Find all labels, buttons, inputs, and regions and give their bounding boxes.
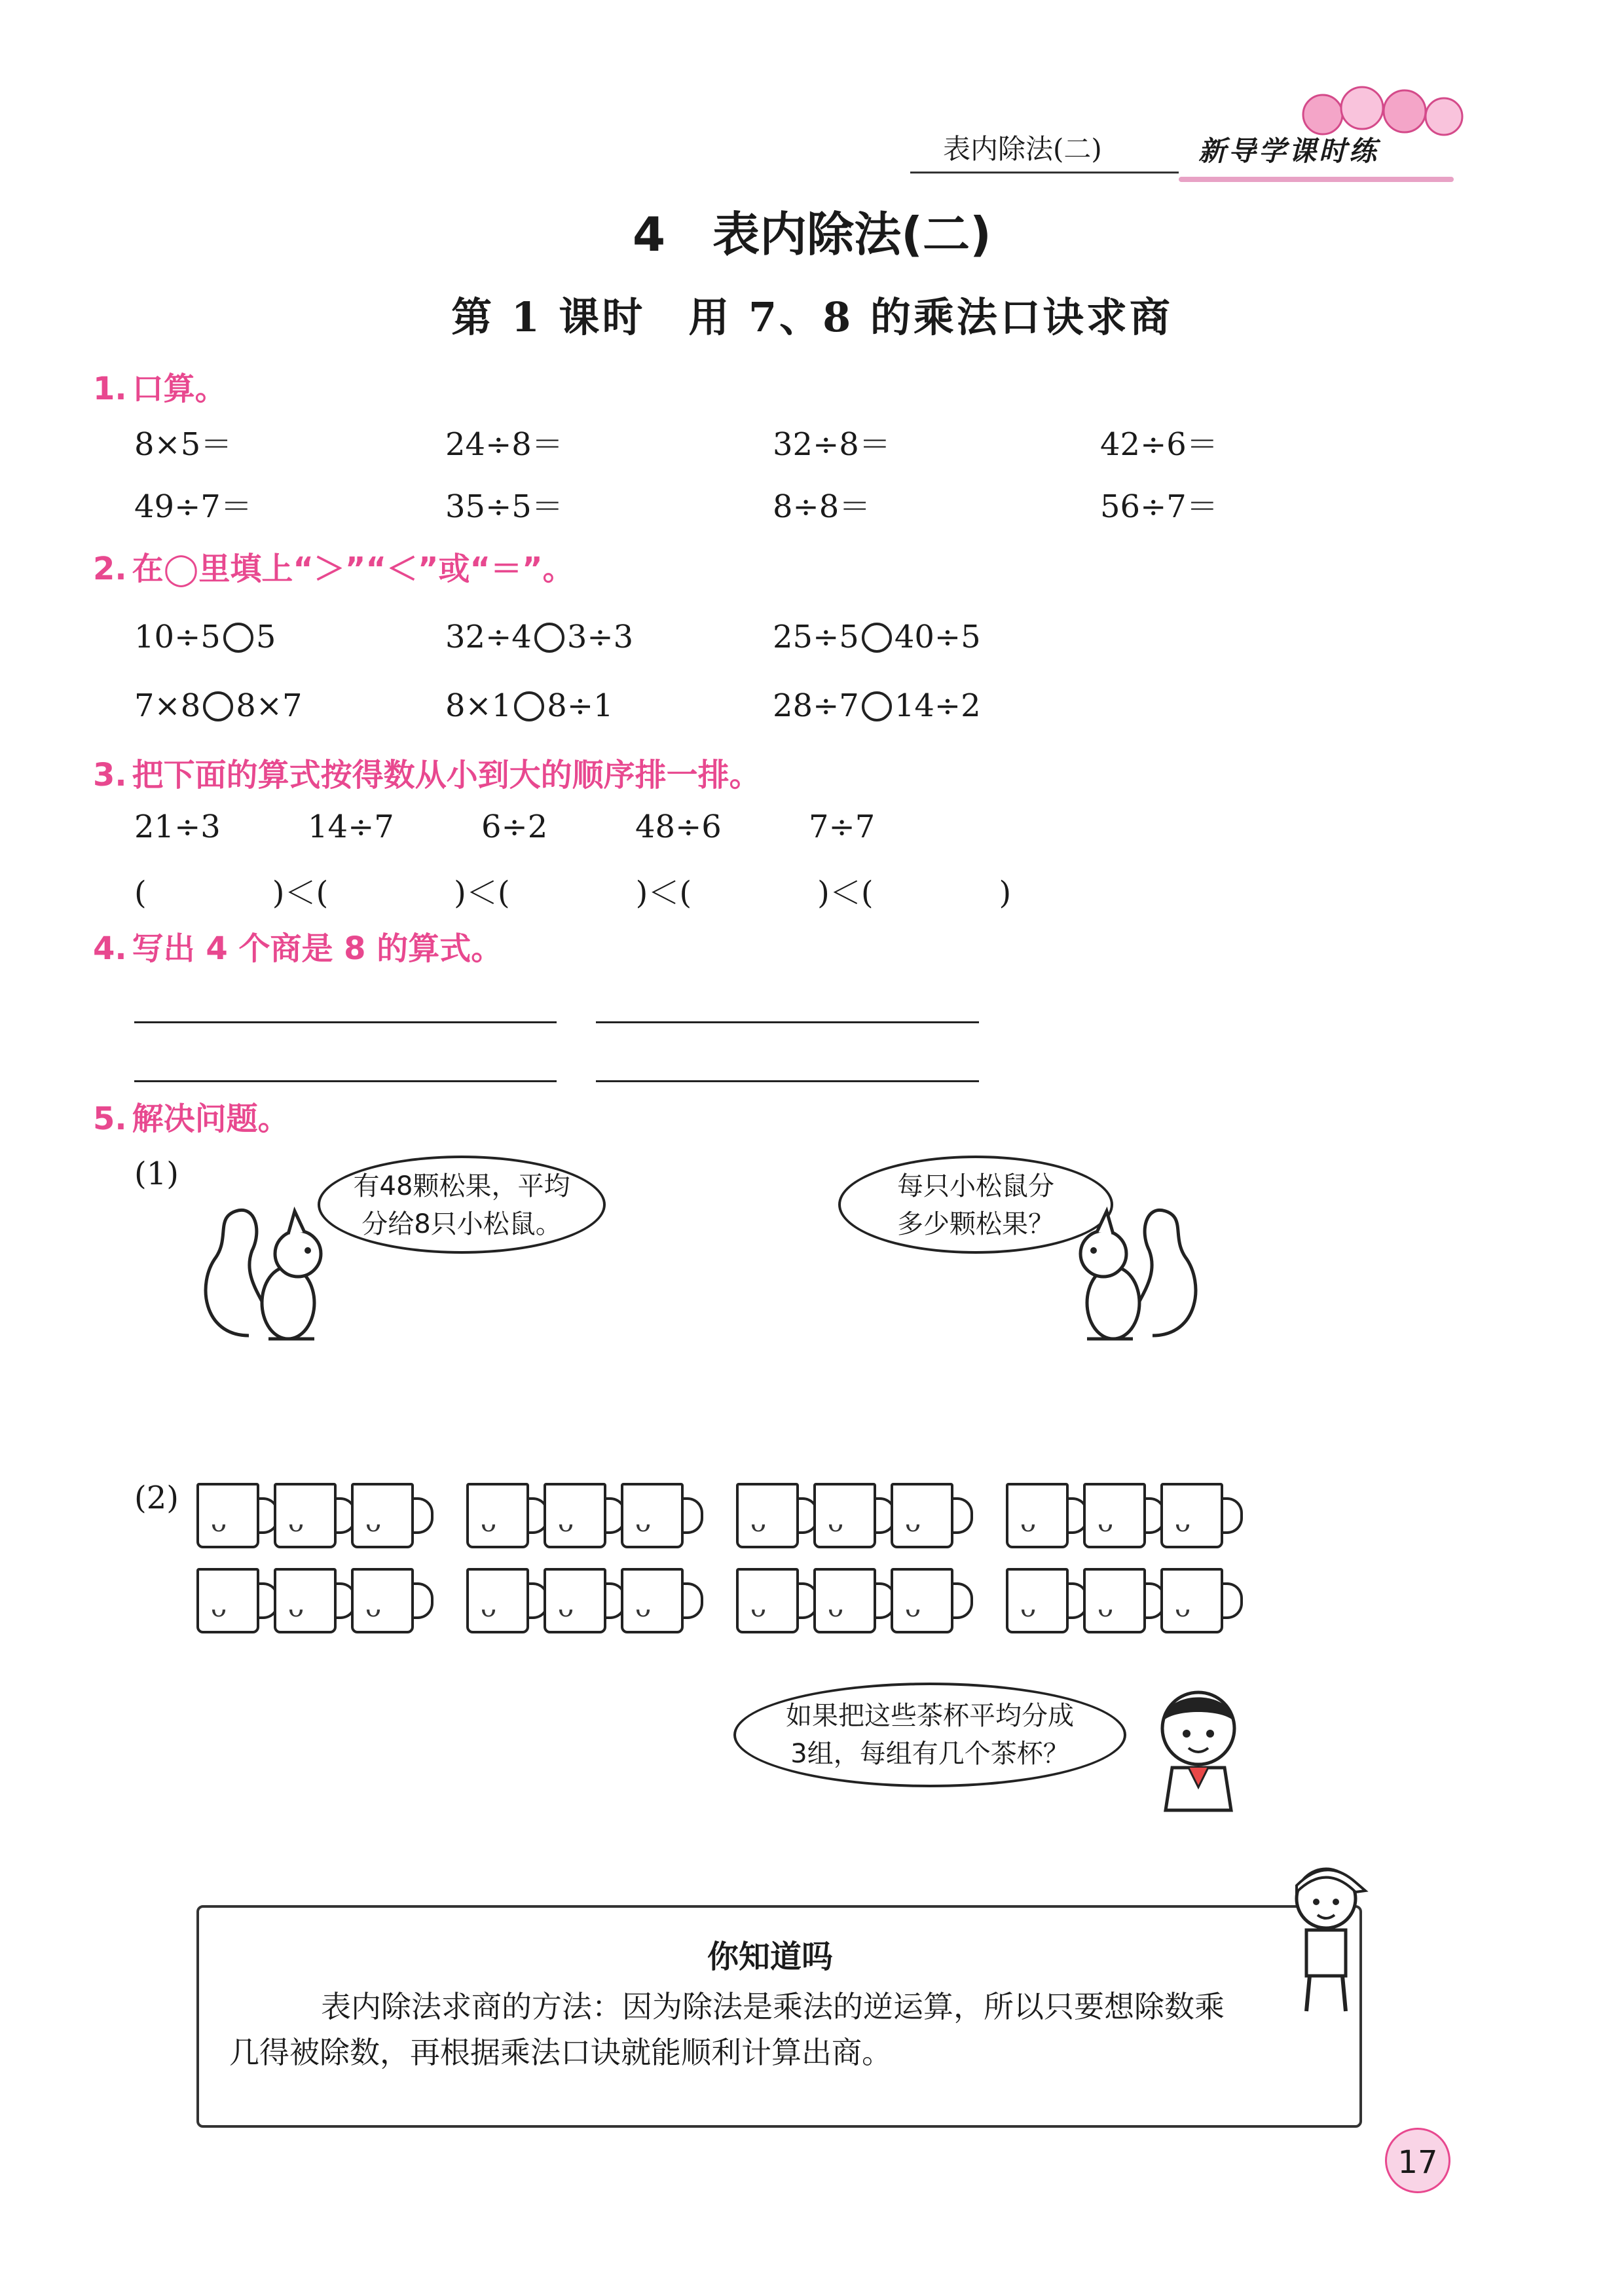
cup-icon: ᴗ xyxy=(466,1568,529,1633)
answer-line[interactable] xyxy=(596,1021,979,1023)
page-number: 17 xyxy=(1385,2128,1450,2193)
part-2-label: (2) xyxy=(134,1480,179,1516)
question-3: 3. 把下面的算式按得数从小到大的顺序排一排。 xyxy=(93,757,761,793)
cup-icon: ᴗ xyxy=(813,1568,876,1633)
cup-icon: ᴗ xyxy=(466,1483,529,1548)
answer-circle[interactable] xyxy=(203,691,233,721)
question-1: 1. 口算。 xyxy=(93,371,227,407)
tip-body: 表内除法求商的方法：因为除法是乘法的逆运算，所以只要想除数乘几得被除数，再根据乘法口诀就能顺利计算出商。 xyxy=(229,1989,1225,2070)
q3-expression: 48÷6 xyxy=(635,809,722,845)
cup-icon: ᴗ xyxy=(351,1483,414,1548)
squirrel-icon xyxy=(190,1192,341,1355)
cup-icon: ᴗ xyxy=(1083,1483,1146,1548)
cup-icon: ᴗ xyxy=(891,1483,953,1548)
cup-icon: ᴗ xyxy=(736,1483,799,1548)
lesson-title: 第 1 课时 用 7、8 的乘法口诀求商 xyxy=(451,293,1173,341)
tip-title: 你知道吗 xyxy=(707,1939,834,1975)
q2-item: 28÷7 14÷2 xyxy=(773,687,981,724)
question-5: 5. 解决问题。 xyxy=(93,1101,289,1137)
cup-icon: ᴗ xyxy=(274,1483,337,1548)
q1-item: 49÷7＝ xyxy=(134,488,252,525)
cup-icon: ᴗ xyxy=(1160,1483,1223,1548)
speech-bubble-right: 每只小松鼠分 多少颗松果？ xyxy=(838,1156,1113,1254)
girl-icon xyxy=(1133,1683,1257,1813)
cup-icon: ᴗ xyxy=(1006,1483,1069,1548)
speech-bubble-girl: 如果把这些茶杯平均分成 3组，每组有几个茶杯？ xyxy=(733,1683,1126,1787)
answer-circle[interactable] xyxy=(514,691,544,721)
q2-item: 32÷4 3÷3 xyxy=(445,619,634,655)
speech-bubble-left: 有48颗松果，平均 分给8只小松鼠。 xyxy=(318,1156,606,1254)
q2-item: 25÷5 40÷5 xyxy=(773,619,981,655)
cup-icon: ᴗ xyxy=(1006,1568,1069,1633)
cup-icon: ᴗ xyxy=(274,1568,337,1633)
cup-icon: ᴗ xyxy=(891,1568,953,1633)
cup-icon: ᴗ xyxy=(736,1568,799,1633)
answer-line[interactable] xyxy=(134,1021,557,1023)
answer-circle[interactable] xyxy=(223,623,253,653)
series-title: 新导学课时练 xyxy=(1198,135,1380,167)
question-4: 4. 写出 4 个商是 8 的算式。 xyxy=(93,930,503,967)
cup-icon: ᴗ xyxy=(544,1568,606,1633)
chapter-title: 4 表内除法(二) xyxy=(633,207,991,262)
q1-item: 8÷8＝ xyxy=(773,488,871,525)
cup-icon: ᴗ xyxy=(544,1483,606,1548)
cup-icon: ᴗ xyxy=(196,1483,259,1548)
q3-order-blanks[interactable]: ( )＜( )＜( )＜( )＜( ) xyxy=(134,875,1012,911)
answer-circle[interactable] xyxy=(862,691,892,721)
q1-item: 32÷8＝ xyxy=(773,426,891,463)
header-accent-bar xyxy=(1179,177,1454,182)
squirrel-icon xyxy=(1061,1192,1211,1355)
cup-icon: ᴗ xyxy=(813,1483,876,1548)
q3-expression: 14÷7 xyxy=(308,809,394,845)
q1-item: 35÷5＝ xyxy=(445,488,563,525)
boy-icon xyxy=(1270,1859,1382,2016)
q1-item: 8×5＝ xyxy=(134,426,232,463)
cup-icon: ᴗ xyxy=(351,1568,414,1633)
question-2: 2. 在◯里填上“＞”“＜”或“＝”。 xyxy=(93,551,574,587)
q2-item: 7×8 8×7 xyxy=(134,687,303,724)
part-1-label: (1) xyxy=(134,1156,179,1192)
cup-icon: ᴗ xyxy=(1083,1568,1146,1633)
q1-item: 42÷6＝ xyxy=(1100,426,1218,463)
q2-item: 8×1 8÷1 xyxy=(445,687,614,724)
cup-icon: ᴗ xyxy=(1160,1568,1223,1633)
kids-faces-icon xyxy=(1297,79,1467,137)
answer-circle[interactable] xyxy=(862,623,892,653)
cup-icon: ᴗ xyxy=(621,1483,684,1548)
cup-icon: ᴗ xyxy=(196,1568,259,1633)
header-rule xyxy=(910,172,1179,173)
q2-item: 10÷5 5 xyxy=(134,619,276,655)
answer-line[interactable] xyxy=(134,1080,557,1082)
cup-icon: ᴗ xyxy=(621,1568,684,1633)
q3-expression: 6÷2 xyxy=(481,809,548,845)
q3-expression: 21÷3 xyxy=(134,809,221,845)
q1-item: 24÷8＝ xyxy=(445,426,563,463)
answer-circle[interactable] xyxy=(534,623,564,653)
unit-title: 表内除法(二) xyxy=(943,133,1102,165)
q3-expression: 7÷7 xyxy=(809,809,876,845)
answer-line[interactable] xyxy=(596,1080,979,1082)
q1-item: 56÷7＝ xyxy=(1100,488,1218,525)
